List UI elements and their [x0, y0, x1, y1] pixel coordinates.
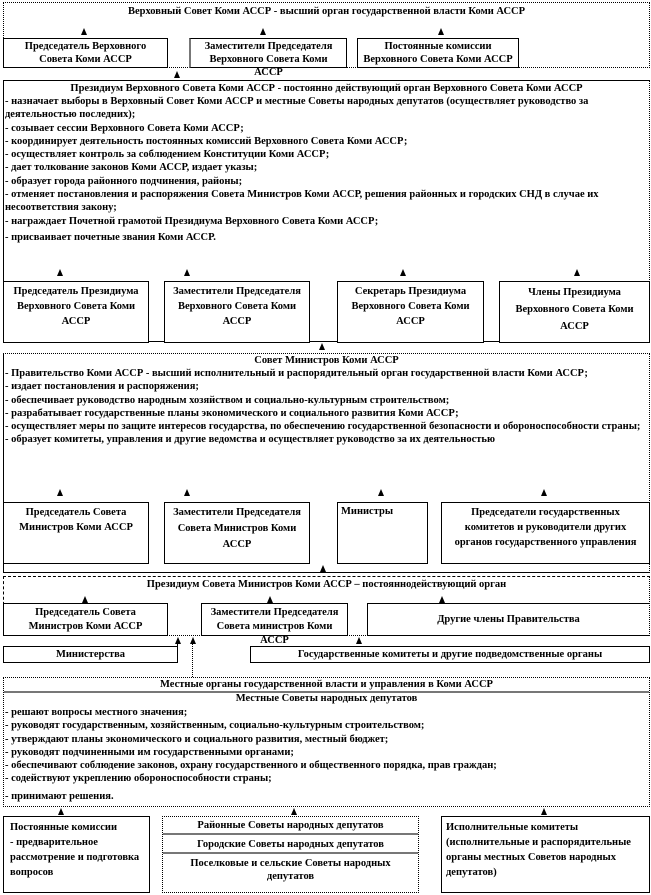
- district-councils: Районные Советы народных депутатов: [163, 818, 418, 835]
- ministers-box: Министры: [337, 502, 428, 564]
- function-item: - назначает выборы в Верховный Совет Коми АССР и местные Советы народных депутатов (осуществляет руководство за деятельностью последних);: [5, 96, 589, 121]
- function-item: - дает толкование законов Коми АССР, издает указы;: [5, 162, 258, 174]
- arrow-up-icon: [291, 808, 297, 815]
- function-item: - образует комитеты, управления и другие ведомства и осуществляет руководство за их деятельностью: [5, 434, 495, 446]
- arrow-up-icon: [541, 808, 547, 815]
- council-ministers-title: Совет Министров Коми АССР: [254, 355, 399, 366]
- function-item: - осуществляет контроль за соблюдением Конституции Коми АССР;: [5, 149, 330, 161]
- connector-line: [192, 644, 194, 677]
- arrow-up-icon: [174, 71, 180, 78]
- executive-committees-box: Исполнительные комитеты (исполнительные и распорядительные органы местных Советов народных депутатов): [441, 816, 650, 893]
- supreme-deputies-box: Заместители Председателя Верховного Совета Коми АССР: [189, 38, 347, 68]
- arrow-up-icon: [57, 489, 63, 496]
- arrow-up-icon: [260, 28, 266, 35]
- function-item: - издает постановления и распоряжения;: [5, 381, 199, 393]
- arrow-up-icon: [190, 637, 196, 644]
- arrow-up-icon: [175, 637, 181, 644]
- arrow-up-icon: [574, 269, 580, 276]
- local-bodies-title: Местные органы государственной власти и управления в Коми АССР: [160, 679, 493, 690]
- arrow-up-icon: [400, 269, 406, 276]
- presidium-ministers-title: Президиум Совета Министров Коми АССР – постояннодействующий орган: [146, 579, 507, 590]
- arrow-up-icon: [439, 596, 445, 603]
- arrow-up-icon: [267, 596, 273, 603]
- arrow-up-icon: [58, 808, 64, 815]
- standing-commissions-desc: - предварительное рассмотрение и подготовка вопросов: [10, 837, 140, 878]
- function-item: - Правительство Коми АССР - высший исполнительный и распорядительный орган государственной власти Коми АССР;: [5, 368, 588, 379]
- presidium-deputies-box: Заместители Председателя Верховного Совета Коми АССР: [164, 281, 310, 343]
- presidium-supreme-functions: [5, 95, 645, 244]
- function-item: - созывает сессии Верховного Совета Коми АССР;: [5, 122, 244, 134]
- arrow-up-icon: [438, 28, 444, 35]
- arrow-up-icon: [57, 269, 63, 276]
- arrow-up-icon: [356, 637, 362, 644]
- committee-heads-box: Председатели государственных комитетов и руководители других органов государственного управления: [441, 502, 650, 564]
- council-ministers-functions: [5, 367, 645, 447]
- function-item: - награждает Почетной грамотой Президиума Верховного Совета Коми АССР;: [5, 215, 379, 227]
- function-item: - решают вопросы местного значения;: [5, 707, 188, 718]
- function-item: - разрабатывает государственные планы экономического и социального развития Коми АССР;: [5, 407, 459, 419]
- arrow-up-icon: [184, 489, 190, 496]
- supreme-council-title: Верховный Совет Коми АССР - высший орган государственной власти Коми АССР: [127, 6, 526, 17]
- function-item: - утверждают планы экономического и социального развития, местный бюджет;: [5, 733, 389, 745]
- local-functions: [5, 706, 645, 803]
- function-item: - образует города районного подчинения, районы;: [5, 175, 243, 187]
- pm-chairman-box: Председатель Совета Министров Коми АССР: [3, 603, 168, 636]
- function-item: - отменяет постановления и распоряжения Совета Министров Коми АССР, решения районных и городских СНД в случае их несоответствия закону;: [5, 189, 599, 214]
- supreme-commissions-box: Постоянные комиссии Верховного Совета Коми АССР: [357, 38, 519, 68]
- presidium-secretary-box: Секретарь Президиума Верховного Совета Коми АССР: [337, 281, 484, 343]
- arrow-up-icon: [82, 596, 88, 603]
- function-item: - руководят государственным, хозяйственным, социально-культурным строительством;: [5, 720, 425, 732]
- arrow-up-icon: [81, 28, 87, 35]
- local-councils-subtitle: Местные Советы народных депутатов: [235, 693, 418, 704]
- standing-commissions-title: Постоянные комиссии: [10, 822, 117, 833]
- presidium-chairman-box: Председатель Президиума Верховного Совета Коми АССР: [3, 281, 149, 343]
- function-item: - обеспечивают соблюдение законов, охрану государственного и общественного порядка, прав граждан;: [5, 760, 497, 772]
- supreme-chairman-box: Председатель Верховного Совета Коми АССР: [3, 38, 168, 68]
- function-item: - обеспечивает руководство народным хозяйством и социально-культурным строительством;: [5, 394, 450, 406]
- pm-other-members-box: Другие члены Правительства: [367, 603, 650, 636]
- function-item: - руководят подчиненными им государственными органами;: [5, 746, 294, 758]
- standing-commissions-box: [3, 816, 150, 893]
- state-committees-box: Государственные комитеты и другие подведомственные органы: [250, 646, 650, 663]
- function-item: - содействуют укреплению обороноспособности страны;: [5, 773, 272, 785]
- presidium-members-box: Члены Президиума Верховного Совета Коми АССР: [499, 281, 650, 343]
- village-councils: Поселковые и сельские Советы народных депутатов: [163, 856, 418, 890]
- city-councils: Городские Советы народных депутатов: [163, 837, 418, 854]
- ministries-box: Министерства: [3, 646, 178, 663]
- ministers-deputies-box: Заместители Председателя Совета Министров Коми АССР: [164, 502, 310, 564]
- ministers-chairman-box: Председатель Совета Министров Коми АССР: [3, 502, 149, 564]
- arrow-up-icon: [184, 269, 190, 276]
- arrow-up-icon: [319, 343, 325, 350]
- arrow-up-icon: [541, 489, 547, 496]
- pm-deputies-box: Заместители Председателя Совета министров Коми АССР: [201, 603, 348, 636]
- function-item: - осуществляет меры по защите интересов государства, по обеспечению государственной безопасности и обороноспособности страны;: [5, 421, 641, 433]
- arrow-up-icon: [378, 489, 384, 496]
- function-item: - принимают решения.: [5, 790, 114, 802]
- presidium-supreme-title: Президиум Верховного Совета Коми АССР - постоянно действующий орган Верховного Совета Коми АССР: [70, 83, 583, 94]
- arrow-up-icon: [320, 565, 326, 572]
- function-item: - координирует деятельность постоянных комиссий Верховного Совета Коми АССР;: [5, 135, 408, 147]
- function-item: - присваивает почетные звания Коми АССР.: [5, 231, 216, 243]
